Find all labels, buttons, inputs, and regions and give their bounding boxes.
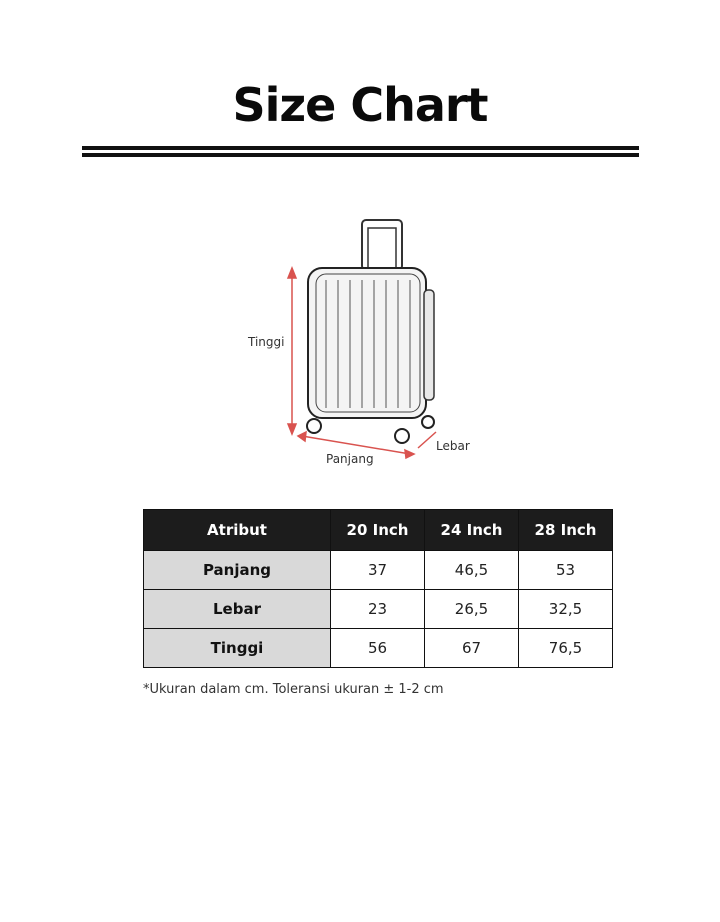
table-cell: 32,5 <box>519 590 613 629</box>
page-title: Size Chart <box>232 78 488 132</box>
height-label: Tinggi <box>248 335 285 349</box>
table-header-row <box>144 510 613 551</box>
width-label: Lebar <box>436 439 470 453</box>
row-label: Panjang <box>144 551 331 590</box>
suitcase-illustration <box>206 180 496 490</box>
table-cell: 56 <box>331 629 425 668</box>
size-table <box>143 509 613 668</box>
table-row <box>144 551 613 590</box>
table-row <box>144 629 613 668</box>
header-20-inch: 20 Inch <box>331 510 425 551</box>
length-label: Panjang <box>326 452 374 466</box>
measurement-note: *Ukuran dalam cm. Toleransi ukuran ± 1-2 cm <box>143 682 444 697</box>
header-28-inch: 28 Inch <box>519 510 613 551</box>
table-cell: 23 <box>331 590 425 629</box>
suitcase-icon <box>206 180 496 490</box>
table-cell: 76,5 <box>519 629 613 668</box>
table-row <box>144 590 613 629</box>
table-cell: 46,5 <box>425 551 519 590</box>
row-label: Tinggi <box>144 629 331 668</box>
table-cell: 67 <box>425 629 519 668</box>
title-divider-bottom <box>82 153 639 157</box>
row-label: Lebar <box>144 590 331 629</box>
table-cell: 53 <box>519 551 613 590</box>
title-divider-top <box>82 146 639 150</box>
table-cell: 37 <box>331 551 425 590</box>
header-24-inch: 24 Inch <box>425 510 519 551</box>
header-attribute: Atribut <box>144 510 331 551</box>
table-cell: 26,5 <box>425 590 519 629</box>
